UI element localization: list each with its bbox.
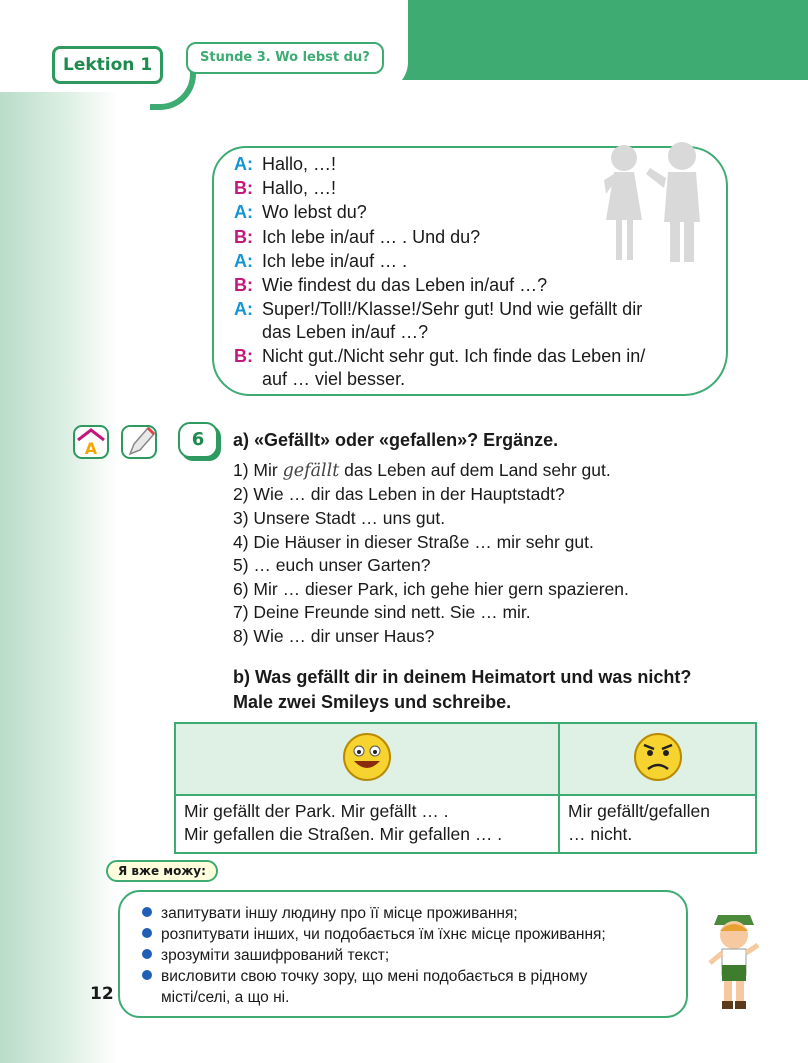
task-item: 5) … euch unser Garten? <box>233 555 431 575</box>
exercise-number-badge: 6 <box>178 422 218 458</box>
likes-line-2: Mir gefallen die Straßen. Mir gefallen … . <box>184 824 503 844</box>
task-item: 8) Wie … dir unser Haus? <box>233 626 435 646</box>
can-do-item: розпитувати інших, чи подобається їм їхнє місце проживання; <box>142 924 606 945</box>
smiley-table <box>174 722 757 854</box>
dialog-line: B: Ich lebe in/auf … . Und du? <box>234 227 481 247</box>
side-gradient-band <box>0 0 118 1063</box>
task-item: 7) Deine Freunde sind nett. Sie … mir. <box>233 602 531 622</box>
dialog-line: A: Super!/Toll!/Klasse!/Sehr gut! Und wie gefällt dir <box>234 299 643 319</box>
dialog-line: B: Nicht gut./Nicht sehr gut. Ich finde das Leben in/ <box>234 346 646 366</box>
dislikes-line-1: Mir gefällt/gefallen <box>568 801 711 821</box>
svg-text:A: A <box>84 439 98 458</box>
dialog-line-cont: auf … viel besser. <box>262 369 406 389</box>
task-item: 2) Wie … dir das Leben in der Hauptstadt? <box>233 484 565 504</box>
lektion-tab[interactable]: Lektion 1 <box>52 46 163 84</box>
task-item: 6) Mir … dieser Park, ich gehe hier gern spazieren. <box>233 579 629 599</box>
stunde-tab[interactable]: Stunde 3. Wo lebst du? <box>186 42 384 74</box>
can-do-item: запитувати іншу людину про її місце проживання; <box>142 903 518 924</box>
alphabet-house-icon <box>70 420 112 462</box>
task-item: 3) Unsere Stadt … uns gut. <box>233 508 446 528</box>
page-number: 12 <box>90 984 114 1004</box>
dislikes-cell <box>559 795 756 853</box>
likes-cell <box>175 795 559 853</box>
dialog-line: A: Hallo, …! <box>234 154 337 174</box>
task-b-title: b) Was gefällt dir in deinem Heimatort und was nicht? <box>233 667 692 687</box>
dialog-line: B: Hallo, …! <box>234 178 337 198</box>
angry-smiley-icon <box>632 731 684 783</box>
dislikes-line-2: … nicht. <box>568 824 633 844</box>
bullet-icon <box>142 907 152 917</box>
can-do-item: зрозуміти зашифрований текст; <box>142 945 389 966</box>
can-do-label: Я вже можу: <box>106 860 218 882</box>
unhappy-cell <box>559 723 756 795</box>
can-do-item-cont: місті/селі, а що ні. <box>161 989 290 1006</box>
dialog-line: B: Wie findest du das Leben in/auf …? <box>234 275 548 295</box>
bullet-icon <box>142 949 152 959</box>
boy-character-icon <box>700 905 768 1015</box>
bullet-icon <box>142 928 152 938</box>
task-item: 1) Mir gefällt das Leben auf dem Land sehr gut. <box>233 460 611 481</box>
likes-line-1: Mir gefällt der Park. Mir gefällt … . <box>184 801 449 821</box>
task-b-subtitle: Male zwei Smileys und schreibe. <box>233 692 512 712</box>
task-item: 4) Die Häuser in dieser Straße … mir sehr gut. <box>233 532 594 552</box>
bullet-icon <box>142 970 152 980</box>
handwritten-answer: gefällt <box>282 461 340 481</box>
happy-smiley-icon <box>341 731 393 783</box>
pencil-icon <box>118 418 162 462</box>
can-do-item: висловити свою точку зору, що мені подобається в рідному <box>142 966 587 987</box>
dialog-line: A: Wo lebst du? <box>234 202 367 222</box>
children-silhouette-icon <box>596 140 716 270</box>
happy-cell <box>175 723 559 795</box>
task-a-title: a) «Gefällt» oder «gefallen»? Ergänze. <box>233 430 559 450</box>
dialog-line: A: Ich lebe in/auf … . <box>234 251 408 271</box>
dialog-line-cont: das Leben in/auf …? <box>262 322 429 342</box>
